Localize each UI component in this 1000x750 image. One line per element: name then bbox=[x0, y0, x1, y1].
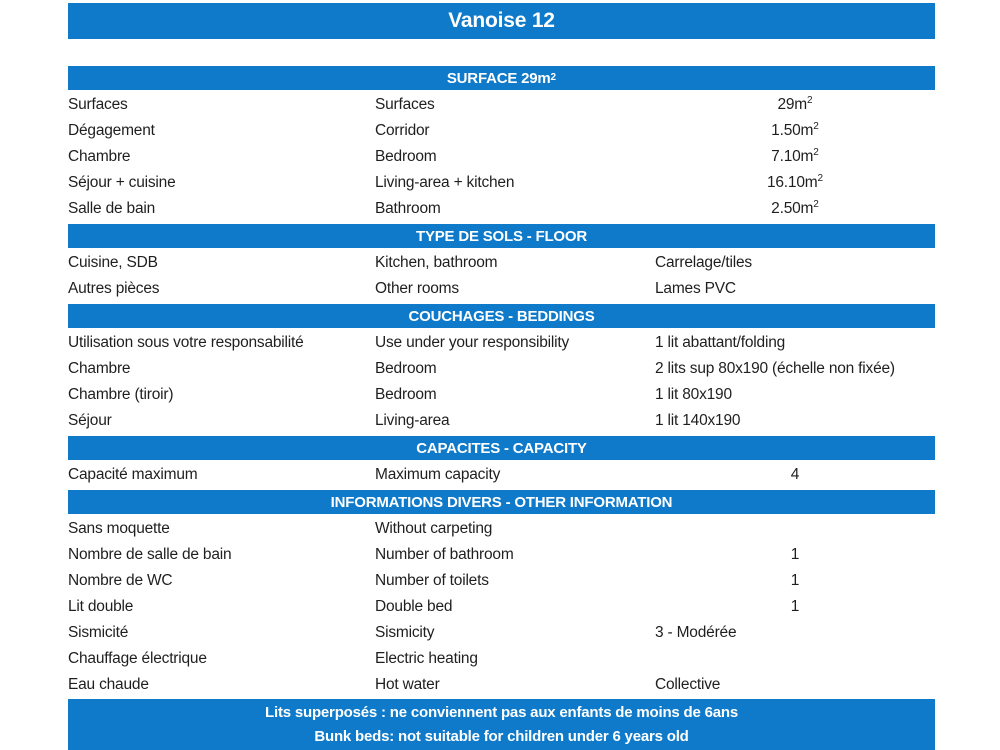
table-row bbox=[68, 620, 935, 646]
cell-english-label: Living-area bbox=[375, 412, 450, 429]
table-row bbox=[68, 516, 935, 542]
cell-french-label: Utilisation sous votre responsabilité bbox=[68, 334, 304, 351]
table-row bbox=[68, 144, 935, 170]
cell-english-label: Number of toilets bbox=[375, 572, 489, 589]
section-rows bbox=[68, 90, 935, 224]
cell-value: 1 bbox=[790, 546, 800, 563]
cell-french-label: Nombre de WC bbox=[68, 572, 173, 589]
cell-english-label: Bedroom bbox=[375, 360, 437, 377]
table-row bbox=[68, 462, 935, 488]
sections bbox=[68, 66, 935, 700]
cell-english-label: Hot water bbox=[375, 676, 440, 693]
cell-value: $1.50m^2$ bbox=[771, 122, 819, 139]
cell-french-label: Chauffage électrique bbox=[68, 650, 207, 667]
cell-english-label: Kitchen, bathroom bbox=[375, 254, 498, 271]
cell-english-label: Double bed bbox=[375, 598, 453, 615]
table-row bbox=[68, 330, 935, 356]
footer-warning-line-fr: Lits superposés : ne conviennent pas aux enfants de moins de 6ans bbox=[265, 704, 738, 721]
footer-warning-bar bbox=[68, 699, 935, 750]
cell-value: 3 - Modérée bbox=[655, 624, 737, 641]
cell-french-label: Surfaces bbox=[68, 96, 128, 113]
table-row bbox=[68, 408, 935, 434]
section-header: COUCHAGES - BEDDINGS bbox=[68, 304, 935, 328]
cell-french-label: Sans moquette bbox=[68, 520, 170, 537]
cell-value: 1 lit abattant/folding bbox=[655, 334, 786, 351]
cell-french-label: Chambre (tiroir) bbox=[68, 386, 174, 403]
cell-value: 2 lits sup 80x190 (échelle non fixée) bbox=[655, 360, 895, 377]
cell-french-label: Séjour + cuisine bbox=[68, 174, 176, 191]
cell-english-label: Without carpeting bbox=[375, 520, 493, 537]
cell-french-label: Chambre bbox=[68, 360, 131, 377]
cell-value: Carrelage/tiles bbox=[655, 254, 752, 271]
table-row bbox=[68, 170, 935, 196]
cell-english-label: Sismicity bbox=[375, 624, 435, 641]
section bbox=[68, 304, 935, 436]
cell-value: 1 bbox=[790, 598, 800, 615]
cell-english-label: Surfaces bbox=[375, 96, 435, 113]
cell-english-label: Living-area + kitchen bbox=[375, 174, 515, 191]
cell-english-label: Corridor bbox=[375, 122, 430, 139]
cell-value: $29m^2$ bbox=[777, 96, 813, 113]
table-row bbox=[68, 594, 935, 620]
table-row bbox=[68, 568, 935, 594]
cell-value: $2.50m^2$ bbox=[771, 200, 819, 217]
cell-english-label: Bedroom bbox=[375, 386, 437, 403]
table-row bbox=[68, 276, 935, 302]
cell-english-label: Electric heating bbox=[375, 650, 478, 667]
cell-value: Collective bbox=[655, 676, 721, 693]
footer-warning-line-en: Bunk beds: not suitable for children under 6 years old bbox=[314, 728, 689, 745]
table-row bbox=[68, 542, 935, 568]
cell-french-label: Eau chaude bbox=[68, 676, 149, 693]
table-row bbox=[68, 672, 935, 698]
cell-french-label: Cuisine, SDB bbox=[68, 254, 158, 271]
page-title: Vanoise 12 bbox=[68, 3, 935, 39]
cell-value: 1 lit 140x190 bbox=[655, 412, 741, 429]
section bbox=[68, 490, 935, 700]
section-header: INFORMATIONS DIVERS - OTHER INFORMATION bbox=[68, 490, 935, 514]
cell-value: 4 bbox=[790, 466, 800, 483]
section-header: TYPE DE SOLS - FLOOR bbox=[68, 224, 935, 248]
table-row bbox=[68, 382, 935, 408]
cell-french-label: Autres pièces bbox=[68, 280, 160, 297]
table-row bbox=[68, 250, 935, 276]
cell-english-label: Bedroom bbox=[375, 148, 437, 165]
table-row bbox=[68, 646, 935, 672]
section bbox=[68, 66, 935, 224]
cell-french-label: Lit double bbox=[68, 598, 134, 615]
cell-french-label: Capacité maximum bbox=[68, 466, 198, 483]
cell-french-label: Nombre de salle de bain bbox=[68, 546, 232, 563]
cell-french-label: Chambre bbox=[68, 148, 131, 165]
section-header: SURFACE 29m 2 bbox=[68, 66, 935, 90]
cell-value: $16.10m^2$ bbox=[766, 174, 824, 191]
cell-french-label: Sismicité bbox=[68, 624, 129, 641]
table-row bbox=[68, 196, 935, 222]
section bbox=[68, 224, 935, 304]
cell-english-label: Bathroom bbox=[375, 200, 441, 217]
cell-english-label: Number of bathroom bbox=[375, 546, 514, 563]
cell-french-label: Dégagement bbox=[68, 122, 155, 139]
cell-french-label: Salle de bain bbox=[68, 200, 156, 217]
section bbox=[68, 436, 935, 490]
table-row bbox=[68, 92, 935, 118]
table-row bbox=[68, 118, 935, 144]
cell-value: 1 bbox=[790, 572, 800, 589]
cell-value: 1 lit 80x190 bbox=[655, 386, 732, 403]
section-rows bbox=[68, 248, 935, 304]
section-rows bbox=[68, 460, 935, 490]
section-rows bbox=[68, 514, 935, 700]
cell-value: Lames PVC bbox=[655, 280, 736, 297]
section-rows bbox=[68, 328, 935, 436]
cell-english-label: Maximum capacity bbox=[375, 466, 501, 483]
table-row bbox=[68, 356, 935, 382]
cell-english-label: Use under your responsibility bbox=[375, 334, 570, 351]
cell-english-label: Other rooms bbox=[375, 280, 459, 297]
cell-french-label: Séjour bbox=[68, 412, 112, 429]
cell-value: $7.10m^2$ bbox=[771, 148, 819, 165]
section-header: CAPACITES - CAPACITY bbox=[68, 436, 935, 460]
